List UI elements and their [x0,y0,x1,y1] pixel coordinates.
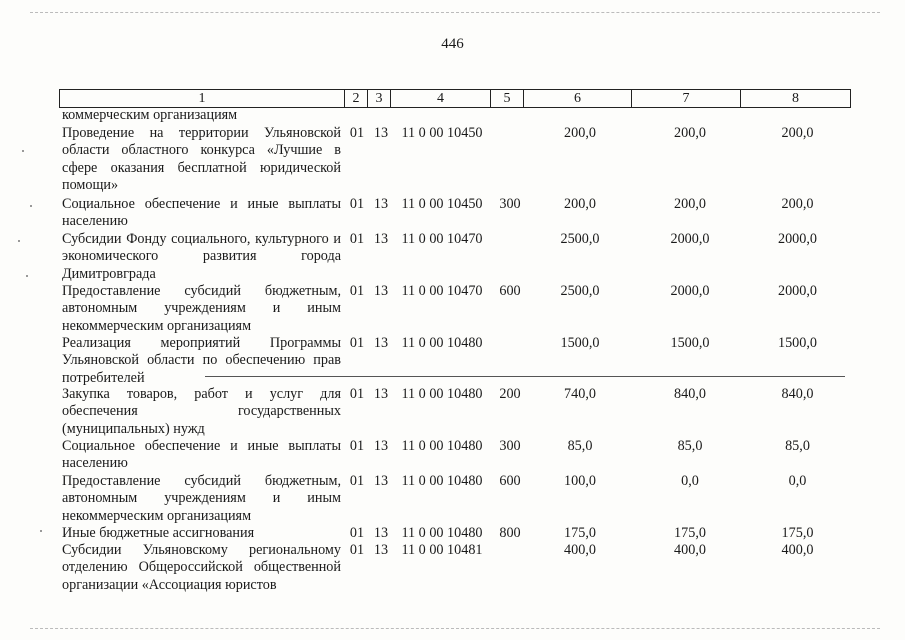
row-col-3: 13 [373,125,389,141]
row-name: Предоставление субсидий бюджетным, автономным учреждениям и иным некоммерческим организациям [62,283,341,334]
row-value-8: 175,0 [781,525,814,541]
row-col-3: 13 [373,196,389,212]
row-code: 11 0 00 10480 [401,335,483,351]
row-code: 11 0 00 10450 [401,125,483,141]
row-col-3: 13 [373,438,389,454]
row-value-8: 85,0 [785,438,810,454]
row-col-5: 300 [499,438,521,454]
scan-speck [22,150,24,152]
row-code: 11 0 00 10480 [401,525,483,541]
row-name: Предоставление субсидий бюджетным, автономным учреждениям и иным некоммерческим организациям [62,473,341,524]
scan-speck [18,240,20,242]
row-value-7: 0,0 [681,473,699,489]
row-value-8: 200,0 [781,196,814,212]
row-col-3: 13 [373,231,389,247]
scan-artifact-bottom [30,628,880,629]
row-col-2: 01 [349,283,365,299]
row-col-5: 200 [499,386,521,402]
scan-speck [40,530,42,532]
header-col-3: 3 [368,90,391,107]
row-name: коммерческим организациям [62,107,238,123]
scan-speck [26,275,28,277]
row-col-3: 13 [373,542,389,558]
row-col-5: 300 [499,196,521,212]
row-name: Субсидии Ульяновскому региональному отделению Общероссийской общественной организации «Ассоциация юристов [62,542,341,593]
row-code: 11 0 00 10480 [401,386,483,402]
row-value-6: 740,0 [564,386,596,402]
row-value-7: 2000,0 [670,283,710,299]
row-name: Социальное обеспечение и иные выплаты населению [62,438,341,472]
row-value-6: 200,0 [564,196,596,212]
row-code: 11 0 00 10450 [401,196,483,212]
row-col-2: 01 [349,473,365,489]
row-code: 11 0 00 10480 [401,473,483,489]
row-value-8: 2000,0 [777,231,817,247]
row-code: 11 0 00 10470 [401,231,483,247]
row-value-6: 2500,0 [560,283,600,299]
row-name: Проведение на территории Ульяновской области областного конкурса «Лучшие в сфере оказания бесплатной юридической помощи» [62,125,341,194]
header-col-7: 7 [632,90,741,107]
row-value-8: 1500,0 [777,335,817,351]
row-value-7: 200,0 [674,196,706,212]
row-col-3: 13 [373,473,389,489]
row-value-7: 1500,0 [670,335,710,351]
row-col-2: 01 [349,196,365,212]
table-body [0,107,905,607]
row-col-5: 600 [499,473,521,489]
scan-artifact-top [30,12,880,13]
row-value-8: 2000,0 [777,283,817,299]
header-col-8: 8 [792,91,799,106]
row-value-7: 2000,0 [670,231,710,247]
row-value-7: 400,0 [674,542,706,558]
row-code: 11 0 00 10481 [401,542,483,558]
row-value-6: 100,0 [564,473,596,489]
row-value-7: 175,0 [674,525,706,541]
row-name: Закупка товаров, работ и услуг для обеспечения государственных (муниципальных) нужд [62,386,341,437]
row-col-2: 01 [349,386,365,402]
row-value-8: 400,0 [781,542,814,558]
row-code: 11 0 00 10470 [401,283,483,299]
row-col-2: 01 [349,125,365,141]
row-col-2: 01 [349,438,365,454]
row-name: Иные бюджетные ассигнования [62,525,255,541]
page-number: 446 [441,36,464,52]
row-col-3: 13 [373,386,389,402]
row-name: Реализация мероприятий Программы Ульяновской области по обеспечению прав потребителей [62,335,341,386]
header-col-4: 4 [391,90,491,107]
row-value-6: 2500,0 [560,231,600,247]
row-col-5: 600 [499,283,521,299]
row-name: Социальное обеспечение и иные выплаты населению [62,196,341,230]
row-value-6: 175,0 [564,525,596,541]
row-col-2: 01 [349,335,365,351]
table-header [59,89,851,108]
row-col-2: 01 [349,231,365,247]
row-col-3: 13 [373,335,389,351]
row-name: Субсидии Фонду социального, культурного и экономического развития города Димитровграда [62,231,341,282]
header-col-1: 1 [60,90,345,107]
header-col-2: 2 [345,90,368,107]
row-col-5: 800 [499,525,521,541]
row-value-6: 200,0 [564,125,596,141]
row-value-6: 85,0 [567,438,593,454]
header-col-5: 5 [491,90,524,107]
row-value-8: 0,0 [788,473,807,489]
scan-artifact-line [205,376,845,377]
header-col-6: 6 [524,90,632,107]
row-value-6: 400,0 [564,542,596,558]
row-value-8: 200,0 [781,125,814,141]
scan-speck [30,205,32,207]
row-col-3: 13 [373,283,389,299]
row-value-8: 840,0 [781,386,814,402]
row-col-2: 01 [349,525,365,541]
row-col-3: 13 [373,525,389,541]
row-code: 11 0 00 10480 [401,438,483,454]
row-col-2: 01 [349,542,365,558]
row-value-7: 85,0 [677,438,703,454]
row-value-7: 840,0 [674,386,706,402]
row-value-7: 200,0 [674,125,706,141]
row-value-6: 1500,0 [560,335,600,351]
